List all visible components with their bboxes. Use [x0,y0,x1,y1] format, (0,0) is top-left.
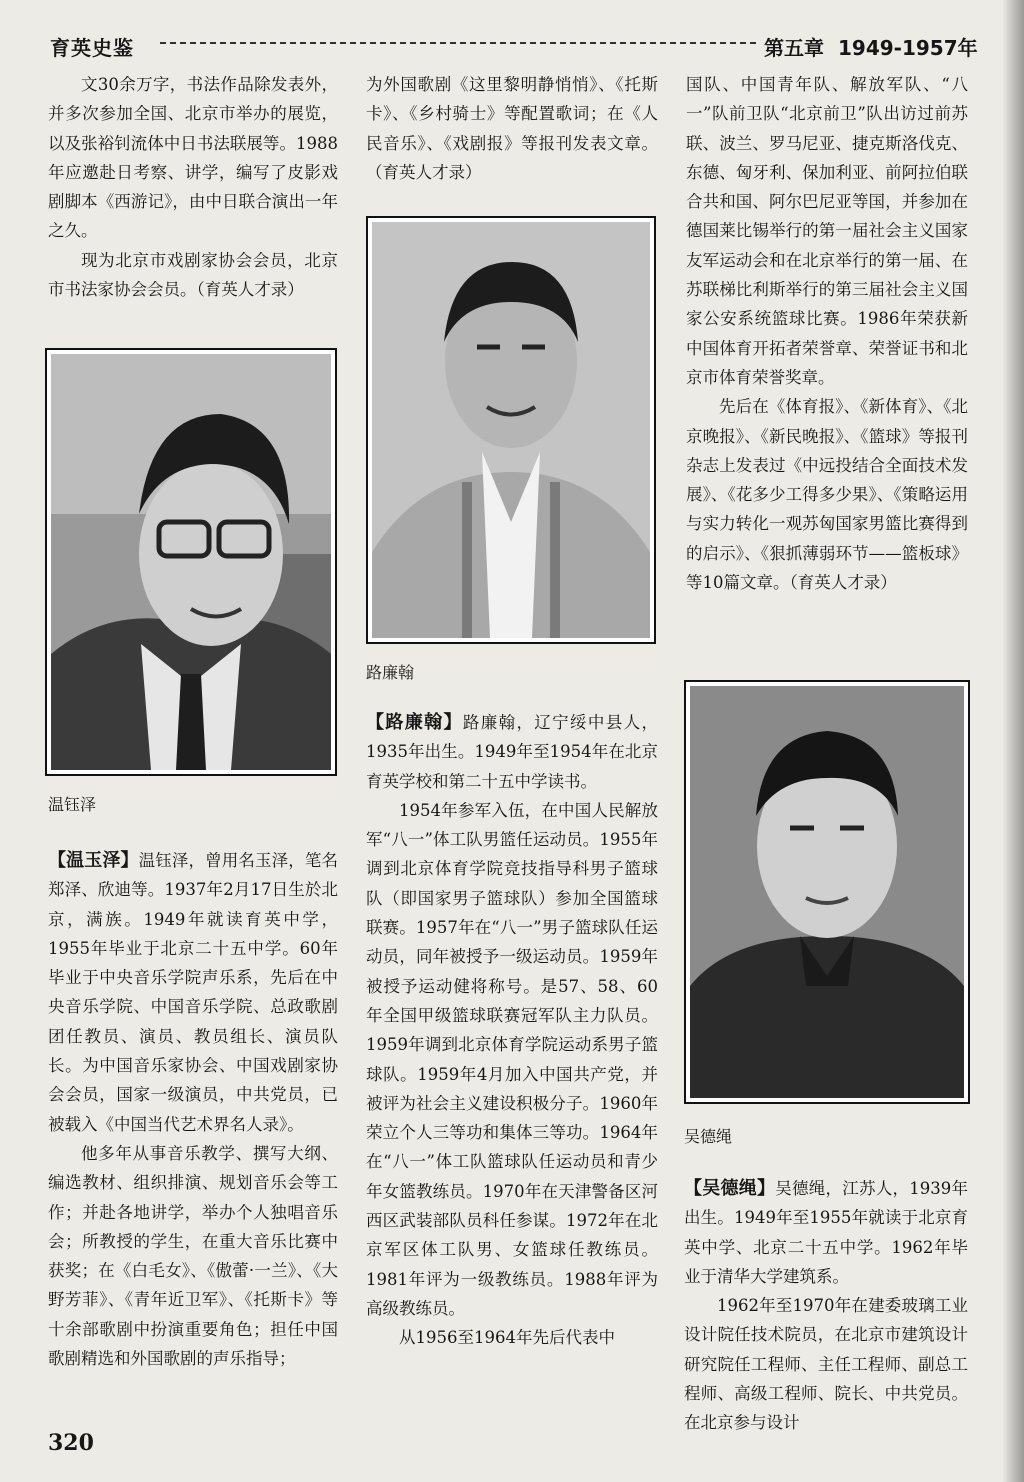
chapter-label: 第五章 [764,36,824,60]
portrait-photo-wen [45,348,337,776]
running-header-chapter [764,32,978,61]
col1-paragraph-1: 文30余万字，书法作品除发表外，并多次参加全国、北京市举办的展览，以及张裕钊流体中日书法联展等。1988年应邀赴日考察、讲学，编写了皮影戏剧脚本《西游记》，由中日联合演出一年之久。 [48,75,338,241]
col3-paragraph-2: 先后在《体育报》、《新体育》、《北京晚报》、《新民晚报》、《篮球》等报刊杂志上发表过《中远投结合全面技术发展》、《花多少工得多少果》、《策略运用与实力转化一观苏匈国家男篮比赛得到的启示》、《狠抓薄弱环节——篮板球》等10篇文章。（育英人才录） [686,397,968,593]
caption-lu: 路廉翰 [366,663,415,682]
portrait-photo-lu [366,216,656,644]
page-number: 320 [48,1430,94,1456]
bio-paragraph-wen-2: 他多年从事音乐教学、撰写大纲、编选教材、组织排演、规划音乐会等工作；并赴各地讲学，举办个人独唱音乐会；所教授的学生，在重大音乐比赛中获奖；在《白毛女》、《傲蕾·一兰》、《大野芳菲》、《青年近卫军》、《托斯卡》等十余部歌剧中扮演重要角色；担任中国歌剧精选和外国歌剧的声乐指导； [48,1143,338,1369]
bio-paragraph-wu-1 [684,1174,968,1291]
caption-wen: 温钰泽 [48,795,97,814]
bio-paragraph-lu-3: 从1956至1964年先后代表中 [399,1328,615,1348]
caption-wu: 吴德绳 [684,1127,733,1146]
col2-paragraph-1: 为外国歌剧《这里黎明静悄悄》、《托斯卡》、《乡村骑士》等配置歌词；在《人民音乐》、《戏剧报》等报刊发表文章。（育英人才录） [366,75,658,182]
page-binding-shadow [1002,0,1024,1482]
col3-biography [684,1174,968,1438]
col1-paragraph-2: 现为北京市戏剧家协会会员，北京市书法家协会会员。（育英人才录） [48,250,338,300]
running-header-title: 育英史鉴 [50,36,134,60]
chapter-years: 1949-1957年 [838,36,978,60]
portrait-lu-image [372,222,650,638]
col3-paragraph-1: 国队、中国青年队、解放军队、“八一”队前卫队“北京前卫”队出访过前苏联、波兰、罗马尼亚、捷克斯洛伐克、东德、匈牙利、保加利亚、前阿拉伯联合共和国、阿尔巴尼亚等国，并参加在德国莱比锡举行的第一届社会主义国家友军运动会和在北京举行的第一届、在苏联梯比利斯举行的第三届社会主义国家公安系统篮球比赛。1986年荣获新中国体育开拓者荣誉章、荣誉证书和北京市体育荣誉奖章。 [686,75,968,387]
bio-text-wu-1: 吴德绳，江苏人，1939年出生。1949年至1955年就读于北京育英中学、北京二十五中学。1962年毕业于清华大学建筑系。 [684,1179,968,1286]
portrait-wen-image [51,354,331,770]
bio-text-wen-1: 温钰泽，曾用名玉泽，笔名郑泽、欣迪等。1937年2月17日生於北京，满族。1949年就读育英中学，1955年毕业于北京二十五中学。60年毕业于中央音乐学院声乐系，先后在中央音乐学院、中国音乐学院、总政歌剧团任教员、演员、教员组长、演员队长。为中国音乐家协会、中国戏剧家协会会员，国家一级演员，中共党员，已被载入《中国当代艺术界名人录》。 [48,851,338,1134]
header-dashed-rule [160,42,756,44]
bio-paragraph-wen-1 [48,846,338,1139]
portrait-wu-image [690,686,964,1098]
bio-paragraph-lu-2: 1954年参军入伍，在中国人民解放军“八一”体工队男篮任运动员。1955年调到北京体育学院竞技指导科男子篮球队（即国家男子篮球队）参加全国篮球联赛。1957年在“八一”男子篮球队任运动员，同年被授予一级运动员。1959年被授予运动健将称号。是57、58、60年全国甲级篮球联赛冠军队主力队员。1959年调到北京体育学院运动系男子篮球队。1959年4月加入中国共产党，并被评为社会主义建设积极分子。1960年荣立个人三等功和集体三等功。1964年在“八一”体工队篮球队任运动员和青少年女篮教练员。1970年在天津警备区河西区武装部队员科任参谋。1972年在北京军区体工队男、女篮球任教练员。1981年评为一级教练员。1988年评为高级教练员。 [366,800,658,1318]
bio-name-lu: 【路廉翰】 [366,712,463,733]
col2-biography [366,708,658,1353]
bio-paragraph-lu-1 [366,708,658,796]
bio-name-wen: 【温玉泽】 [48,850,139,871]
col2-intro [366,70,658,187]
portrait-photo-wu [684,680,970,1104]
bio-text-lu-1: 路廉翰，辽宁绥中县人，1935年出生。1949年至1954年在北京育英学校和第二十五中学读书。 [366,713,659,791]
col3-intro [686,70,968,597]
bio-paragraph-wu-2: 1962年至1970年在建委玻璃工业设计院任技术院员，在北京市建筑设计研究院任工程师、主任工程师、副总工程师、高级工程师、院长、中共党员。在北京参与设计 [684,1296,968,1433]
col1-intro [48,70,338,304]
col1-biography [48,846,338,1373]
bio-name-wu: 【吴德绳】 [684,1178,776,1199]
